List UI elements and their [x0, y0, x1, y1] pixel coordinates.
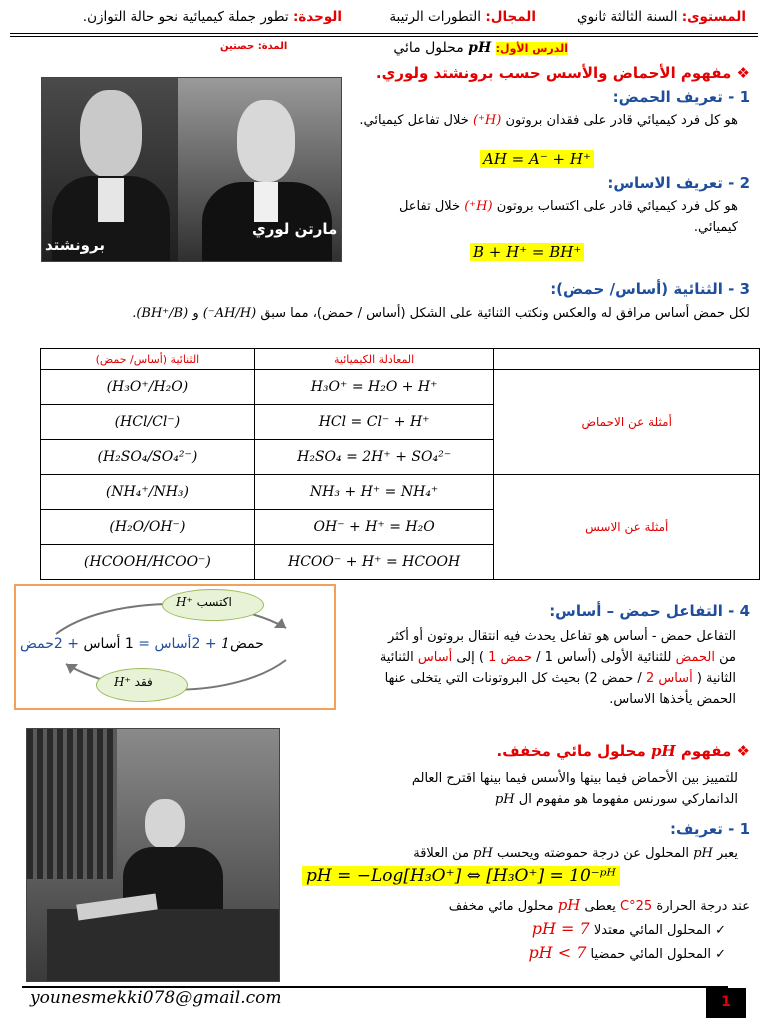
section2-title-ph: pH	[651, 742, 676, 760]
ph-def-num: 1	[739, 820, 750, 838]
cycle-plus-b: +	[67, 636, 80, 652]
header-rule-thin	[10, 36, 758, 37]
ph-acid-line	[528, 942, 726, 965]
cycle-two-a: 2	[191, 636, 201, 652]
cycle-one-a: 1	[221, 636, 230, 652]
acid-equation: AH = A⁻ + H⁺	[480, 150, 594, 168]
reaction-l2-b: للثنائية الأولى (أساس 1 /	[536, 650, 672, 665]
acid-def-title-text: - تعريف الحمض:	[612, 88, 735, 106]
reaction-l2-e: الثنائية	[379, 650, 414, 665]
section2-l2-ph: pH	[494, 792, 515, 807]
acid-def-title	[613, 88, 750, 106]
table-acid-label: أمثلة عن الاحماض	[494, 370, 760, 475]
lose-word: فقد	[134, 675, 153, 689]
table-row	[41, 475, 760, 510]
section2-title	[497, 742, 751, 760]
cycle-two-b: 2	[53, 636, 63, 652]
caption-bronsted: برونشتد	[45, 236, 105, 254]
ph-temp-a: عند درجة الحرارة	[656, 899, 750, 914]
table-cell-pair: (H₂O/OH⁻)	[41, 510, 255, 545]
ph-temp-ph: pH	[557, 896, 581, 914]
base-def-proton: (H⁺)	[464, 199, 493, 214]
cycle-base2: أساس	[154, 636, 192, 652]
acid-def-proton: (H⁺)	[472, 113, 502, 128]
level-value: السنة الثالثة ثانوي	[577, 9, 678, 25]
reaction-title-text: - التفاعل حمض – أساس:	[549, 602, 735, 620]
ph-formula: pH = −Log[H₃O⁺] ⇔ [H₃O⁺] = 10⁻ᵖᴴ	[302, 866, 620, 886]
reaction-l3-base2: أساس 2	[645, 671, 693, 686]
pair-def-pair2: (BH⁺/B).	[132, 306, 189, 321]
table-cell-eq: HCOO⁻ + H⁺ = HCOOH	[254, 545, 494, 580]
lose-label	[114, 675, 153, 689]
base-def-num: 2	[739, 174, 750, 192]
diamond-bullet-icon: ❖	[736, 742, 750, 760]
reaction-line4: الحمض يأخذها الاساس.	[609, 692, 736, 707]
ph-def-text-c: من العلاقة	[413, 846, 470, 861]
reaction-l2-c: حمض 1	[488, 650, 533, 665]
table-cell-eq: OH⁻ + H⁺ = H₂O	[254, 510, 494, 545]
lesson-value: محلول مائي	[393, 40, 464, 56]
cycle-base1: أساس	[83, 636, 121, 652]
base-def-text	[358, 196, 738, 238]
acid-def-num: 1	[739, 88, 750, 106]
section2-title-b: محلول مائي مخفف.	[496, 742, 646, 760]
ph-neutral-line	[532, 918, 726, 941]
reaction-l2-base: أساس	[417, 650, 453, 665]
ph-temp-line	[449, 895, 750, 917]
lesson-duration: المدة: حصتين	[220, 41, 288, 52]
table-cell-pair: (H₂SO₄/SO₄²⁻)	[41, 440, 255, 475]
portrait-left-collar	[98, 178, 124, 222]
ph-temp-value: 25°C	[620, 899, 653, 914]
cycle-one-b: 1	[124, 636, 134, 652]
reaction-line2	[316, 647, 736, 668]
cycle-equation	[20, 636, 264, 652]
checkmark-icon: ✓	[715, 947, 726, 962]
scientists-photo	[41, 77, 342, 262]
ph-def-text-a: يعبر	[717, 846, 738, 861]
reaction-l3-a: الثانية (	[696, 671, 736, 686]
pair-def-num: 3	[739, 280, 750, 298]
ph-acid-eq: pH < 7	[528, 943, 587, 962]
diamond-bullet-icon: ❖	[736, 64, 750, 82]
table-cell-eq: H₂SO₄ = 2H⁺ + SO₄²⁻	[254, 440, 494, 475]
ph-def-ph-b: pH	[473, 846, 493, 861]
pair-def-pair1: (AH/H⁻)	[202, 306, 257, 321]
base-def-text-c: كيميائي.	[693, 220, 738, 235]
acid-def-text-c: كيميائي.	[359, 113, 404, 128]
portrait-left-face	[80, 90, 142, 178]
header-field	[389, 9, 536, 25]
reaction-line1: التفاعل حمض - أساس هو تفاعل يحدث فيه انتقال بروتون أو أكثر	[388, 629, 736, 644]
portrait-right-face	[237, 100, 295, 182]
reaction-l3-b: / حمض 2) بحيث كل البروتونات التي يتخلى عنها	[384, 671, 642, 686]
ph-neutral-text: المحلول المائي معتدلا	[593, 923, 711, 938]
page-number-box	[706, 988, 746, 1018]
cycle-acid2: حمض	[20, 636, 54, 652]
table-cell-pair: (H₃O⁺/H₂O)	[41, 370, 255, 405]
section1-title-text: مفهوم الأحماض والأسس حسب برونشتد ولوري.	[375, 64, 732, 82]
reaction-l2-d: ) إلى	[456, 650, 484, 665]
portrait-right-collar	[254, 182, 278, 222]
pair-def-text-body: لكل حمض أساس مرافق له والعكس ونكتب الثنائية على الشكل (أساس / حمض)، مما سبق	[260, 306, 750, 321]
gain-ion: H⁺	[176, 595, 193, 609]
section2-title-a: مفهوم	[680, 742, 732, 760]
ph-def-ph-a: pH	[693, 846, 713, 861]
reaction-l2-acid: الحمض	[675, 650, 715, 665]
cycle-acid1: حمض	[229, 636, 264, 652]
unit-value: تطور جملة كيميائية نحو حالة التوازن.	[82, 9, 289, 25]
base-def-text-a: هو كل فرد كيميائي قادر على اكتساب بروتون	[496, 199, 738, 214]
reaction-line3	[316, 668, 736, 689]
table-header-eq: المعادلة الكيميائية	[254, 349, 494, 370]
base-def-title	[607, 174, 750, 192]
sorensen-photo	[26, 728, 280, 982]
acid-def-text-a: هو كل فرد كيميائي قادر على فقدان بروتون	[505, 113, 738, 128]
footer-email: younesmekki078@gmail.com	[30, 988, 282, 1008]
sorensen-face	[145, 799, 185, 849]
gain-word: اكتسب	[196, 595, 232, 609]
section2-body	[298, 768, 738, 810]
section2-l2: الدانماركي سورنس مفهوما هو مفهوم ال	[518, 792, 738, 807]
bookshelf	[27, 729, 117, 879]
ph-neutral-eq: pH = 7	[531, 919, 590, 938]
level-label: المستوى:	[681, 9, 746, 25]
pair-def-title-text: - الثنائية (أساس/ حمض):	[550, 280, 735, 298]
lose-ion: H⁺	[114, 675, 131, 689]
base-def-text-b: خلال تفاعل	[398, 199, 461, 214]
reaction-num: 4	[739, 602, 750, 620]
header-unit	[83, 9, 342, 25]
reaction-l2-a: من	[719, 650, 736, 665]
section2-line1: للتمييز بين الأحماض فيما بينها والأسس فيما بينها اقترح العالم	[411, 771, 738, 786]
base-equation: B + H⁺ = BH⁺	[470, 243, 584, 261]
table-header-row	[41, 349, 760, 370]
lesson-ph: pH	[468, 40, 492, 56]
ph-def-text-b: المحلول عن درجة حموضته ويحسب	[496, 846, 690, 861]
acid-def-text	[358, 110, 738, 131]
field-label: المجال:	[485, 9, 536, 25]
ph-temp-c: محلول مائي مخفف	[448, 899, 554, 914]
header-level	[577, 9, 746, 25]
unit-label: الوحدة:	[292, 9, 342, 25]
lesson-title	[393, 40, 568, 56]
field-value: التطورات الرتيبة	[389, 9, 482, 25]
section1-title	[376, 64, 750, 82]
pair-def-and: و	[192, 306, 199, 321]
reaction-body	[316, 626, 736, 710]
caption-lowry: مارتن لوري	[252, 220, 338, 238]
acid-base-table	[40, 348, 760, 580]
table-cell-eq: HCl = Cl⁻ + H⁺	[254, 405, 494, 440]
table-cell-eq: NH₃ + H⁺ = NH₄⁺	[254, 475, 494, 510]
pair-def-title	[550, 280, 750, 298]
lesson-label: الدرس الأول:	[495, 42, 568, 55]
acid-base-cycle-diagram	[14, 584, 336, 710]
base-def-title-text: - تعريف الاساس:	[607, 174, 735, 192]
table-cell-pair: (HCOOH/HCOO⁻)	[41, 545, 255, 580]
cycle-plus-a: +	[204, 636, 217, 652]
table-header-empty	[494, 349, 760, 370]
ph-temp-b: يعطى	[584, 899, 616, 914]
ph-def-title-text: - تعريف:	[669, 820, 735, 838]
acid-def-text-b: خلال تفاعل	[407, 113, 469, 128]
page-number: 1	[721, 994, 731, 1010]
table-header-pair: الثنائية (أساس/ حمض)	[41, 349, 255, 370]
ph-acid-text: المحلول المائي حمضيا	[590, 947, 711, 962]
table-cell-eq: H₃O⁺ = H₂O + H⁺	[254, 370, 494, 405]
checkmark-icon: ✓	[715, 923, 726, 938]
gain-label	[176, 595, 232, 609]
cycle-eq: =	[138, 636, 151, 652]
header-rule	[10, 33, 758, 34]
table-cell-pair: (NH₄⁺/NH₃)	[41, 475, 255, 510]
table-row	[41, 370, 760, 405]
pair-def-text	[20, 303, 750, 324]
table-base-label: أمثلة عن الاسس	[494, 475, 760, 580]
section2-line2	[298, 789, 738, 810]
ph-def-title	[670, 820, 750, 838]
reaction-title	[549, 602, 750, 620]
ph-def-text	[298, 843, 738, 864]
table-cell-pair: (HCl/Cl⁻)	[41, 405, 255, 440]
